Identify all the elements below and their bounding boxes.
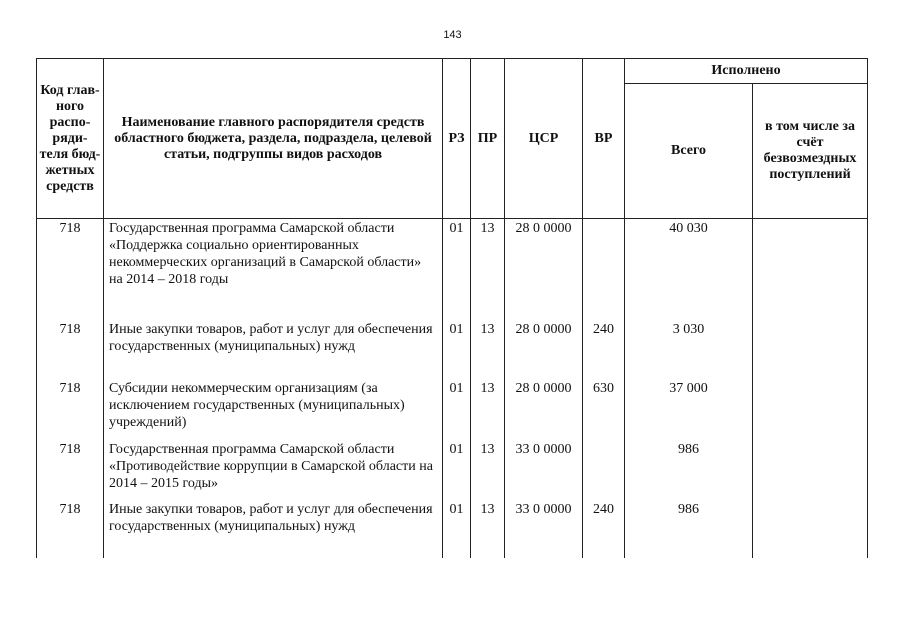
row-total: 40 030 xyxy=(625,219,753,320)
row-vr xyxy=(583,440,625,500)
row-free xyxy=(753,440,868,500)
header-rz: РЗ xyxy=(443,59,471,219)
row-rz: 01 xyxy=(443,320,471,379)
row-csr: 28 0 0000 xyxy=(505,320,583,379)
row-free xyxy=(753,320,868,379)
row-total: 986 xyxy=(625,440,753,500)
row-name: Иные закупки товаров, работ и услуг для обеспечения государственных (муниципальных) нужд xyxy=(104,320,443,379)
row-code: 718 xyxy=(37,219,104,320)
row-name: Государственная программа Самарской области «Поддержка социально ориентированных некоммерческих организаций в Самарской области» на 2014 – 2018 годы xyxy=(104,219,443,320)
row-code: 718 xyxy=(37,320,104,379)
page-number: 143 xyxy=(443,29,462,41)
table-header xyxy=(37,59,868,219)
row-total: 986 xyxy=(625,500,753,558)
row-name: Государственная программа Самарской области «Противодействие коррупции в Самарской области на 2014 – 2015 годы» xyxy=(104,440,443,500)
budget-table xyxy=(36,58,868,558)
header-code: Код глав-ного распо-ряди-теля бюд-жетных средств xyxy=(37,59,104,219)
row-csr: 28 0 0000 xyxy=(505,219,583,320)
row-code: 718 xyxy=(37,500,104,558)
header-vr: ВР xyxy=(583,59,625,219)
row-free xyxy=(753,379,868,440)
header-name: Наименование главного распорядителя средств областного бюджета, раздела, подраздела, целевой статьи, подгруппы видов расходов xyxy=(104,59,443,219)
header-free: в том числе за счёт безвозмездных поступлений xyxy=(753,84,868,219)
table-body xyxy=(37,219,868,558)
header-executed: Исполнено xyxy=(625,59,868,84)
row-rz: 01 xyxy=(443,500,471,558)
table-row xyxy=(37,320,868,379)
table-row xyxy=(37,219,868,320)
row-code: 718 xyxy=(37,440,104,500)
header-pr: ПР xyxy=(471,59,505,219)
row-free xyxy=(753,219,868,320)
row-csr: 33 0 0000 xyxy=(505,500,583,558)
row-name: Иные закупки товаров, работ и услуг для обеспечения государственных (муниципальных) нужд xyxy=(104,500,443,558)
row-vr: 240 xyxy=(583,320,625,379)
row-vr xyxy=(583,219,625,320)
row-csr: 33 0 0000 xyxy=(505,440,583,500)
table-row xyxy=(37,440,868,500)
row-pr: 13 xyxy=(471,379,505,440)
row-vr: 630 xyxy=(583,379,625,440)
row-code: 718 xyxy=(37,379,104,440)
row-pr: 13 xyxy=(471,440,505,500)
row-rz: 01 xyxy=(443,379,471,440)
row-pr: 13 xyxy=(471,219,505,320)
row-pr: 13 xyxy=(471,320,505,379)
header-total: Всего xyxy=(625,84,753,219)
row-csr: 28 0 0000 xyxy=(505,379,583,440)
table-row xyxy=(37,500,868,558)
row-free xyxy=(753,500,868,558)
row-total: 37 000 xyxy=(625,379,753,440)
row-pr: 13 xyxy=(471,500,505,558)
row-total: 3 030 xyxy=(625,320,753,379)
row-rz: 01 xyxy=(443,440,471,500)
row-vr: 240 xyxy=(583,500,625,558)
row-rz: 01 xyxy=(443,219,471,320)
row-name: Субсидии некоммерческим организациям (за исключением государственных (муниципальных) учреждений) xyxy=(104,379,443,440)
header-csr: ЦСР xyxy=(505,59,583,219)
table-row xyxy=(37,379,868,440)
